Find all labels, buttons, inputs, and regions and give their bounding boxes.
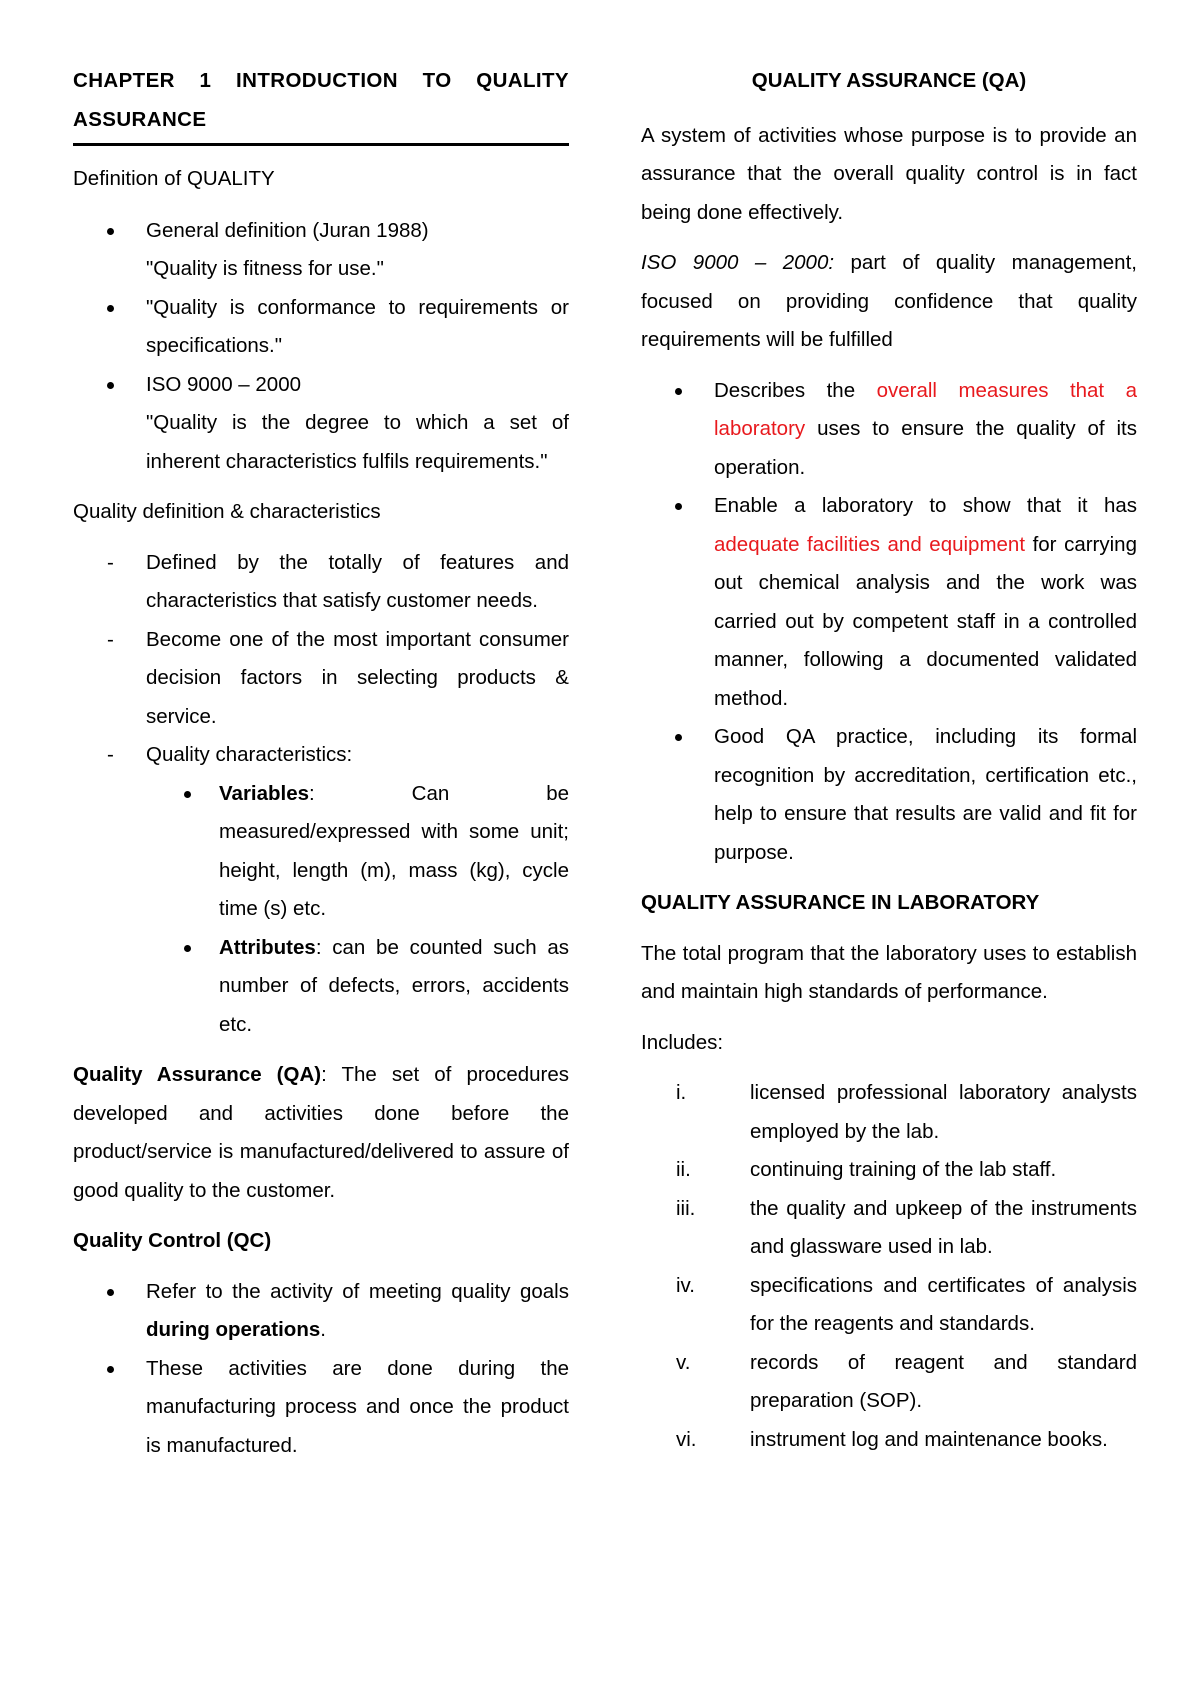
qc-list: [73, 1273, 569, 1466]
qa-definition-paragraph: Quality Assurance (QA): The set of procedures developed and activities done before the product/service is manufactured/delivered to assure of good quality to the customer.: [73, 1063, 569, 1202]
list-item: ii. continuing training of the lab staff.: [676, 1158, 1057, 1181]
list-item: - Become one of the most important consumer decision factors in selecting products & service.: [73, 621, 569, 737]
list-item: Refer to the activity of meeting quality goals during operations.: [73, 1273, 569, 1350]
list-item: - Defined by the totally of features and characteristics that satisfy customer needs.: [73, 544, 569, 621]
definition-list: [73, 212, 569, 482]
lab-paragraph: The total program that the laboratory uses to establish and maintain high standards of performance.: [641, 941, 1137, 1003]
qc-heading: Quality Control (QC): [73, 1229, 272, 1252]
right-column: [641, 62, 1137, 1459]
title-rule: [73, 143, 569, 146]
list-item: Variables: Can be measured/expressed with some unit; height, length (m), mass (kg), cycle time (s) etc.: [146, 775, 569, 929]
list-item: - Quality characteristics: Variables: Can be measured/expressed with some unit; height, length (m), mass (kg), cycle time (s) etc. Attributes: can be counted such as number of defects, errors, accidents etc.: [73, 736, 569, 1044]
list-item: Enable a laboratory to show that it has adequate facilities and equipment for carrying out chemical analysis and the work was carried out by competent staff in a controlled manner, following a documented validated method.: [641, 487, 1137, 718]
list-item: iv. specifications and certificates of analysis for the reagents and standards.: [676, 1273, 1137, 1335]
qa-heading: QUALITY ASSURANCE (QA): [751, 69, 1027, 92]
list-item: i. licensed professional laboratory analysts employed by the lab.: [676, 1081, 1137, 1143]
qa-definition: A system of activities whose purpose is to provide an assurance that the overall quality control is in fact being done effectively.: [641, 123, 1137, 224]
iso-paragraph: ISO 9000 – 2000: part of quality management, focused on providing confidence that quality requirements will be fulfilled: [641, 251, 1137, 351]
quality-definition-heading: Quality definition & characteristics: [73, 500, 381, 523]
list-item: "Quality is conformance to requirements or specifications.": [73, 289, 569, 366]
list-item: Describes the overall measures that a laboratory uses to ensure the quality of its operation.: [641, 372, 1137, 488]
left-column: [73, 62, 569, 1465]
list-item: ISO 9000 – 2000 "Quality is the degree to which a set of inherent characteristics fulfils requirements.": [73, 366, 569, 482]
list-item: Attributes: can be counted such as number of defects, errors, accidents etc.: [146, 929, 569, 1045]
list-item: General definition (Juran 1988) "Quality is fitness for use.": [73, 212, 569, 289]
list-item: v. records of reagent and standard preparation (SOP).: [676, 1350, 1137, 1412]
list-item: vi. instrument log and maintenance books.: [676, 1427, 1108, 1451]
list-item: iii. the quality and upkeep of the instruments and glassware used in lab.: [676, 1196, 1137, 1258]
list-item: Good QA practice, including its formal recognition by accreditation, certification etc., help to ensure that results are valid and fit for purpose.: [641, 718, 1137, 872]
qa-bullet-list: [641, 372, 1137, 873]
quality-definition-list: [73, 544, 569, 1045]
quality-characteristics-list: [146, 775, 569, 1045]
lab-heading: QUALITY ASSURANCE IN LABORATORY: [641, 891, 1040, 914]
includes-list: [641, 1074, 1137, 1459]
chapter-title: CHAPTER 1 INTRODUCTION TO QUALITY ASSURANCE: [73, 69, 569, 131]
includes-label: Includes:: [641, 1030, 724, 1054]
list-item: These activities are done during the manufacturing process and once the product is manufactured.: [73, 1350, 569, 1466]
definition-heading: Definition of QUALITY: [73, 167, 275, 190]
